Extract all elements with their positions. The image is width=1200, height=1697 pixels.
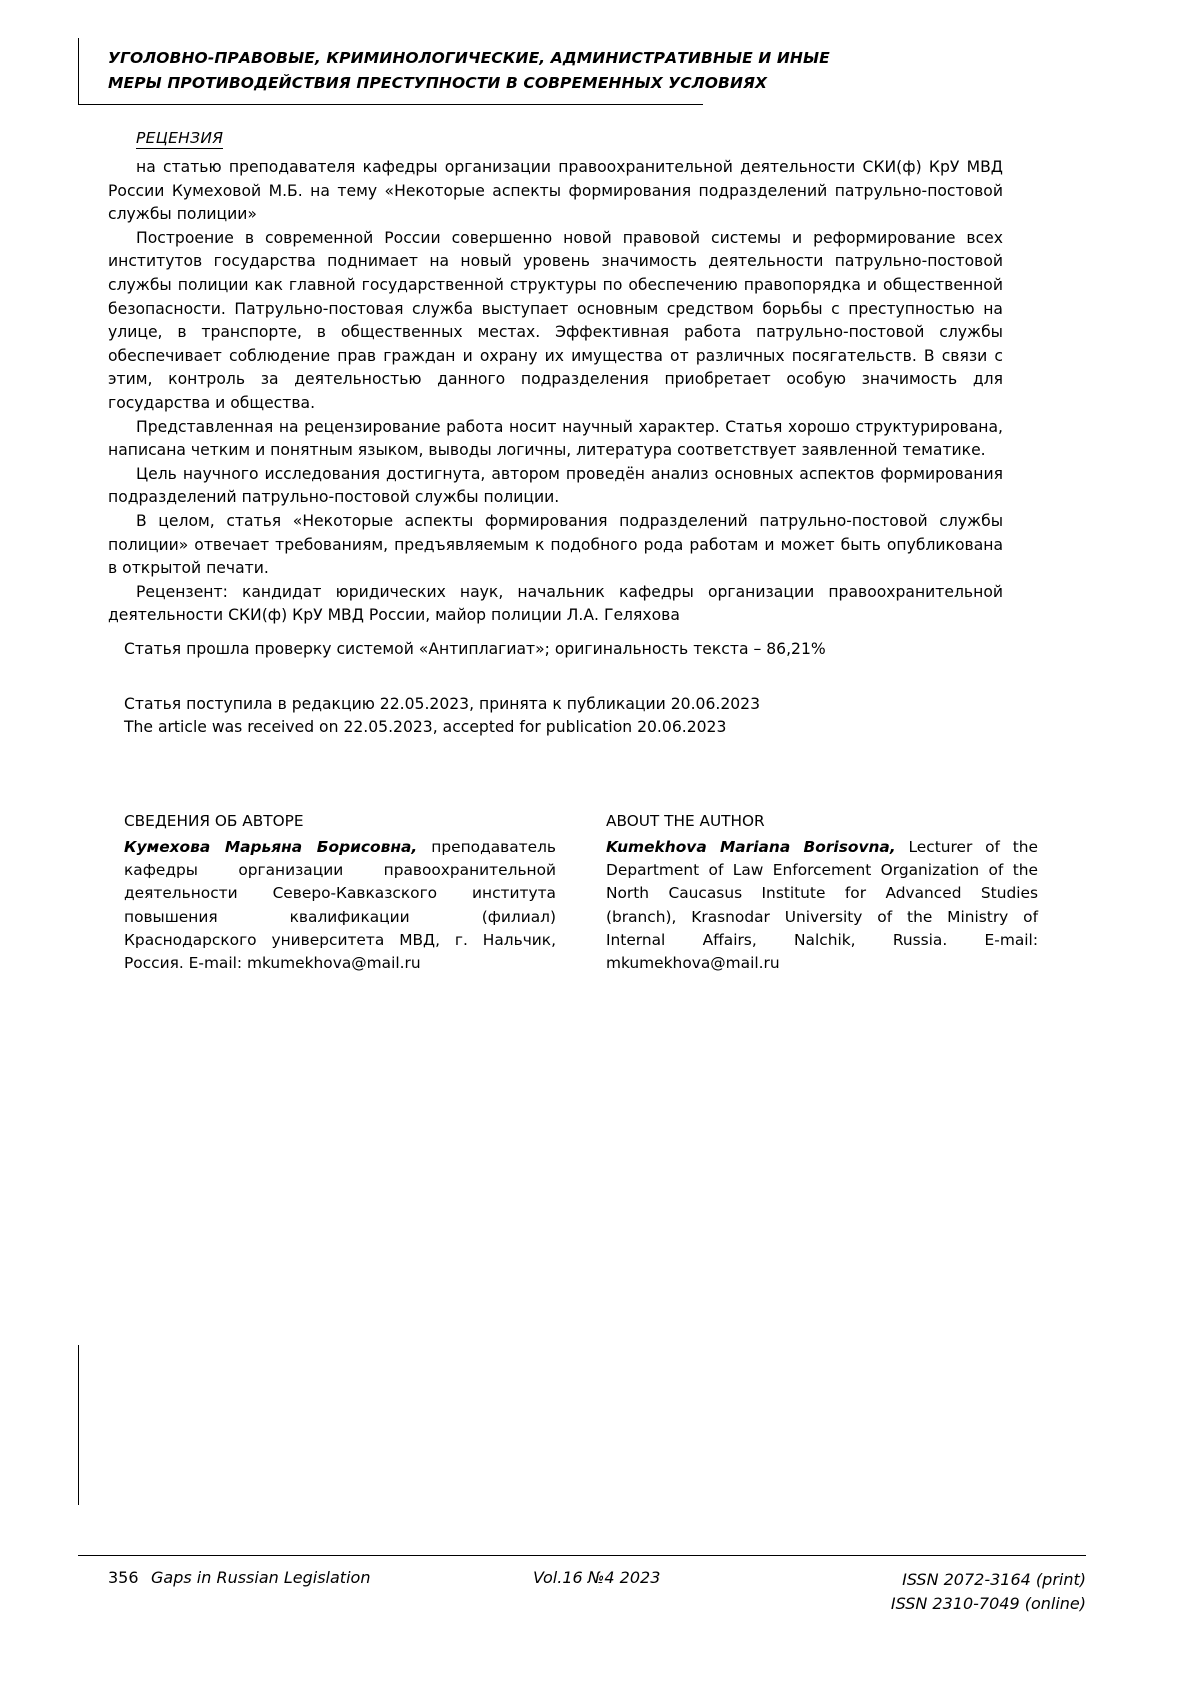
author-info-text-en <box>606 836 1038 975</box>
review-subject: на статью преподавателя кафедры организации правоохранительной деятельности СКИ(ф) КрУ МВД России Кумеховой М.Б. на тему «Некоторые аспекты формирования подразделений патрульно-постовой службы полиции» <box>108 158 1003 224</box>
page-footer <box>78 1568 1086 1638</box>
received-note-en: The article was received on 22.05.2023, accepted for publication 20.06.2023 <box>124 718 727 736</box>
author-name-ru: Кумехова Марьяна Борисовна, <box>124 838 418 856</box>
running-header-line-2: МЕРЫ ПРОТИВОДЕЙСТВИЯ ПРЕСТУПНОСТИ В СОВРЕМЕННЫХ УСЛОВИЯХ <box>108 74 768 92</box>
header-horizontal-rule <box>78 104 703 105</box>
footer-horizontal-rule <box>78 1555 1086 1556</box>
article-body <box>108 128 1003 628</box>
footer-issn-online: ISSN 2310-7049 (online) <box>890 1594 1086 1613</box>
antiplagiat-note: Статья прошла проверку системой «Антиплагиат»; оригинальность текста – 86,21% <box>124 640 826 658</box>
review-title-wrap <box>108 128 1003 149</box>
running-header <box>108 46 908 96</box>
author-affiliation-ru: преподаватель кафедры организации правоохранительной деятельности Северо-Кавказского института повышения квалификации (филиал) Краснодарского университета МВД, г. Нальчик, Россия. E-mail: mkumekhova@mail.ru <box>124 838 556 973</box>
review-paragraph-3: Цель научного исследования достигнута, автором проведён анализ основных аспектов формирования подразделений патрульно-постовой службы полиции. <box>108 464 1003 507</box>
header-vertical-rule <box>78 38 79 104</box>
author-info-russian <box>124 810 556 975</box>
author-affiliation-en: Lecturer of the Department of Law Enforcement Organization of the North Caucasus Institute for Advanced Studies (branch), Krasnodar University of the Ministry of Internal Affairs, Nalchik, Russia. E-mail: mkumekhova@mail.ru <box>606 838 1038 973</box>
review-reviewer: Рецензент: кандидат юридических наук, начальник кафедры организации правоохранительной деятельности СКИ(ф) КрУ МВД России, майор полиции Л.А. Геляхова <box>108 582 1003 625</box>
author-info-heading-en: ABOUT THE AUTHOR <box>606 812 765 830</box>
author-name-en: Kumekhova Mariana Borisovna, <box>606 838 896 856</box>
footer-issn-print: ISSN 2072-3164 (print) <box>902 1570 1086 1589</box>
footer-page-number: 356 <box>108 1568 139 1587</box>
publication-notes <box>124 638 984 739</box>
review-title: РЕЦЕНЗИЯ <box>136 129 224 147</box>
author-info-heading-ru: СВЕДЕНИЯ ОБ АВТОРЕ <box>124 812 304 830</box>
author-info-text-ru <box>124 836 556 975</box>
running-header-line-1: УГОЛОВНО-ПРАВОВЫЕ, КРИМИНОЛОГИЧЕСКИЕ, АДМИНИСТРАТИВНЫЕ И ИНЫЕ <box>108 49 830 67</box>
author-info-english <box>606 810 1038 975</box>
received-note-ru: Статья поступила в редакцию 22.05.2023, принята к публикации 20.06.2023 <box>124 695 761 713</box>
footer-issn <box>891 1568 1086 1616</box>
review-paragraph-4: В целом, статья «Некоторые аспекты формирования подразделений патрульно-постовой службы полиции» отвечает требованиям, предъявляемым к подобного рода работам и может быть опубликована в открытой печати. <box>108 511 1003 578</box>
footer-volume-issue: Vol.16 №4 2023 <box>533 1568 661 1587</box>
review-paragraph-2: Представленная на рецензирование работа носит научный характер. Статья хорошо структурирована, написана четким и понятным языком, выводы логичны, литература соответствует заявленной тематике. <box>108 417 1003 460</box>
footer-vertical-rule <box>78 1345 79 1505</box>
review-paragraph-1: Построение в современной России совершенно новой правовой системы и реформирование всех институтов государства поднимает на новый уровень значимость деятельности патрульно-постовой службы полиции как главной государственной структуры по обеспечению правопорядка и общественной безопасности. Патрульно-постовая служба выступает основным средством борьбы с преступностью на улице, в транспорте, в общественных местах. Эффективная работа патрульно-постовой службы обеспечивает соблюдение прав граждан и охрану их имущества от различных посягательств. В связи с этим, контроль за деятельностью данного подразделения приобретает особую значимость для государства и общества. <box>108 228 1003 412</box>
footer-journal-title: Gaps in Russian Legislation <box>151 1568 371 1587</box>
